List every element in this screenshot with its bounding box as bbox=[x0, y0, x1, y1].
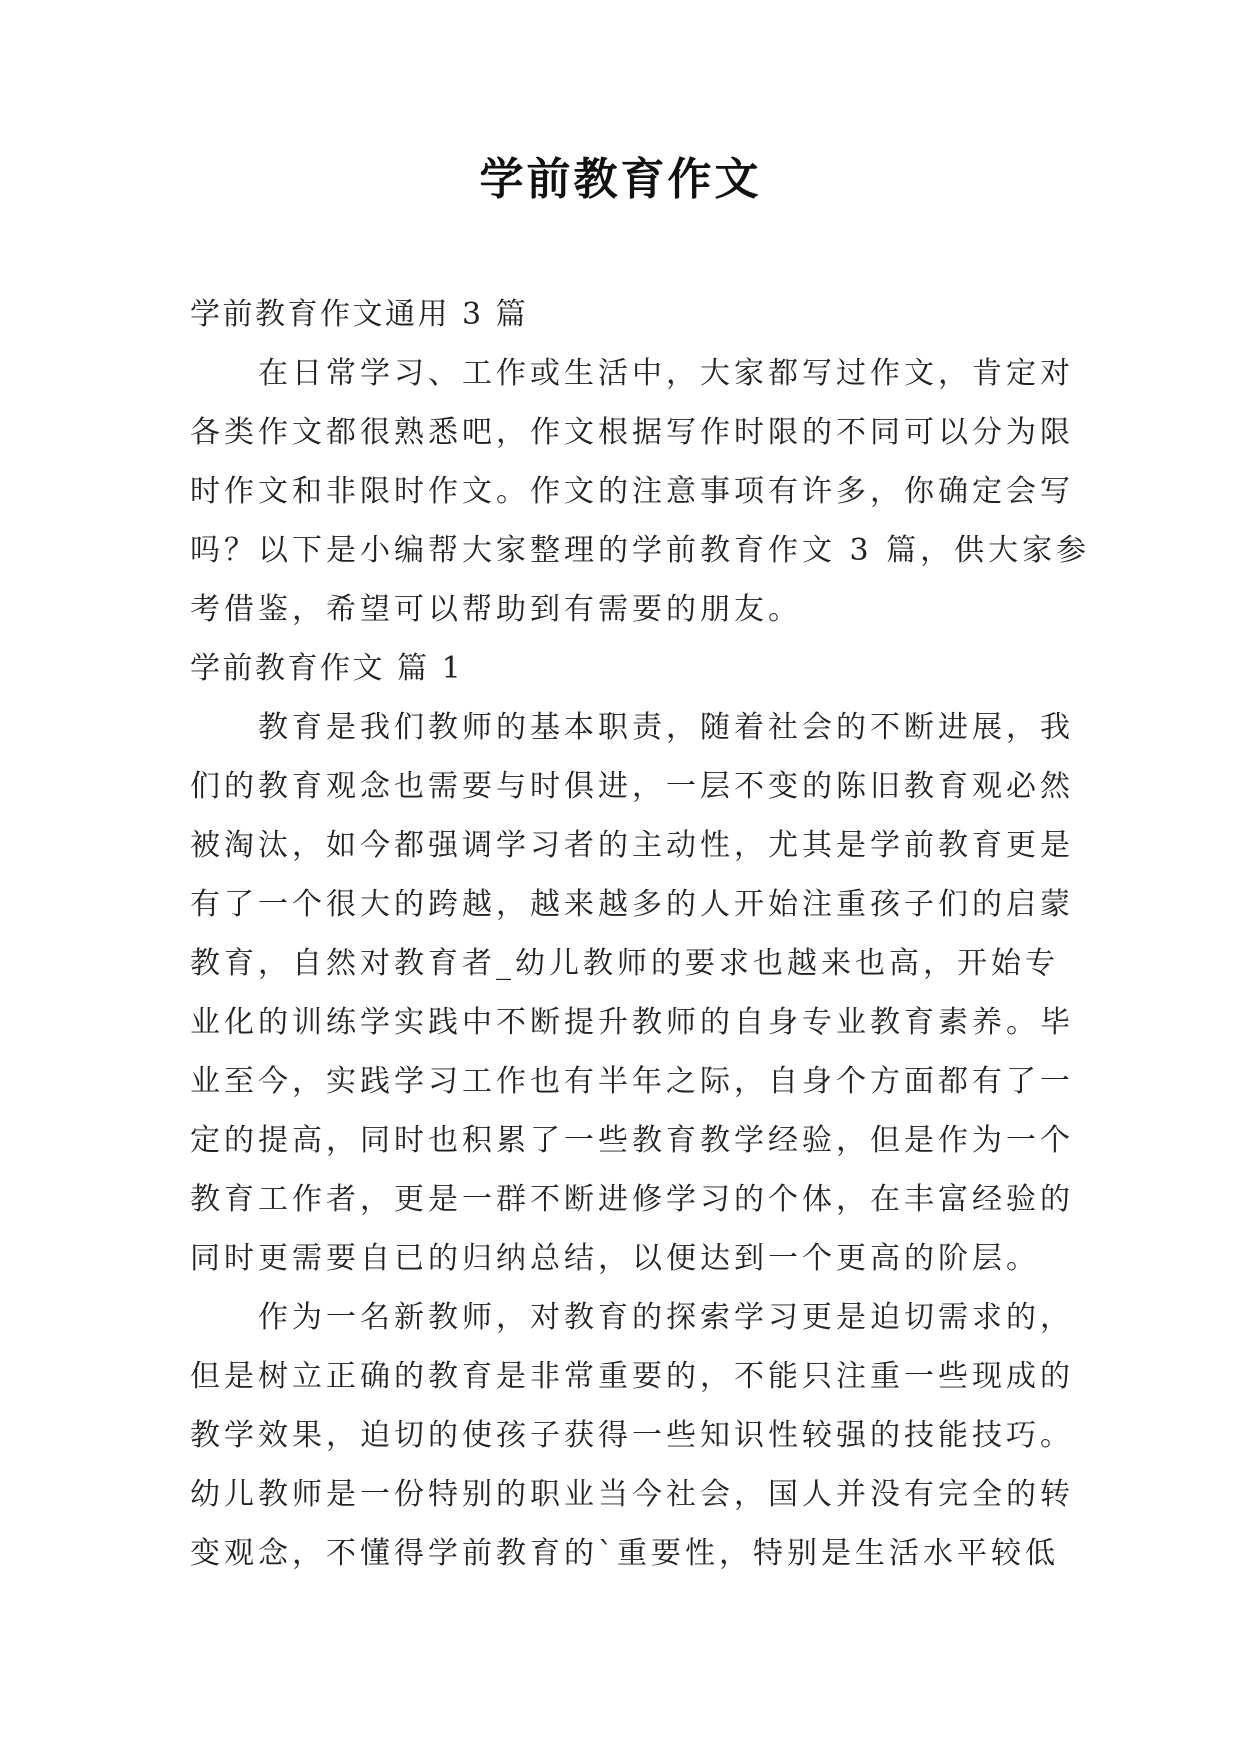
paragraph-line: 但是树立正确的教育是非常重要的，不能只注重一些现成的 bbox=[190, 1359, 1074, 1394]
paragraph-line: 教学效果，迫切的使孩子获得一些知识性较强的技能技巧。 bbox=[190, 1418, 1074, 1453]
intro-paragraph-line: 时作文和非限时作文。作文的注意事项有许多，你确定会写 bbox=[190, 474, 1074, 509]
paragraph-line: 教育工作者，更是一群不断进修学习的个体，在丰富经验的 bbox=[190, 1182, 1074, 1217]
intro-paragraph-line: 考借鉴，希望可以帮助到有需要的朋友。 bbox=[190, 592, 802, 627]
section-heading: 学前教育作文 篇 1 bbox=[190, 651, 464, 686]
intro-paragraph-line: 吗？以下是小编帮大家整理的学前教育作文 3 篇，供大家参 bbox=[190, 533, 1091, 568]
document-body bbox=[190, 285, 1091, 1583]
paragraph-line: 定的提高，同时也积累了一些教育教学经验，但是作为一个 bbox=[190, 1123, 1074, 1158]
paragraph-line: 有了一个很大的跨越，越来越多的人开始注重孩子们的启蒙 bbox=[190, 887, 1074, 922]
document-title: 学前教育作文 bbox=[479, 154, 762, 205]
paragraph-line: 们的教育观念也需要与时俱进，一层不变的陈旧教育观必然 bbox=[190, 769, 1074, 804]
paragraph-line: 作为一名新教师，对教育的探索学习更是迫切需求的， bbox=[258, 1300, 1074, 1335]
paragraph-line: 业至今，实践学习工作也有半年之际，自身个方面都有了一 bbox=[190, 1064, 1074, 1099]
paragraph-line: 教育是我们教师的基本职责，随着社会的不断进展，我 bbox=[258, 710, 1074, 745]
paragraph-line: 变观念，不懂得学前教育的`重要性，特别是生活水平较低 bbox=[190, 1536, 1059, 1571]
paragraph-line: 同时更需要自已的归纳总结，以便达到一个更高的阶层。 bbox=[190, 1241, 1040, 1276]
paragraph-line: 幼儿教师是一份特别的职业当今社会，国人并没有完全的转 bbox=[190, 1477, 1074, 1512]
intro-paragraph-line: 各类作文都很熟悉吧，作文根据写作时限的不同可以分为限 bbox=[190, 415, 1074, 450]
paragraph-line: 被淘汰，如今都强调学习者的主动性，尤其是学前教育更是 bbox=[190, 828, 1074, 863]
paragraph-line: 教育，自然对教育者_幼儿教师的要求也越来也高，开始专 bbox=[190, 946, 1059, 981]
intro-paragraph-line: 在日常学习、工作或生活中，大家都写过作文，肯定对 bbox=[258, 356, 1074, 391]
paragraph-line: 业化的训练学实践中不断提升教师的自身专业教育素养。毕 bbox=[190, 1005, 1074, 1040]
subtitle-line: 学前教育作文通用 3 篇 bbox=[190, 297, 529, 332]
